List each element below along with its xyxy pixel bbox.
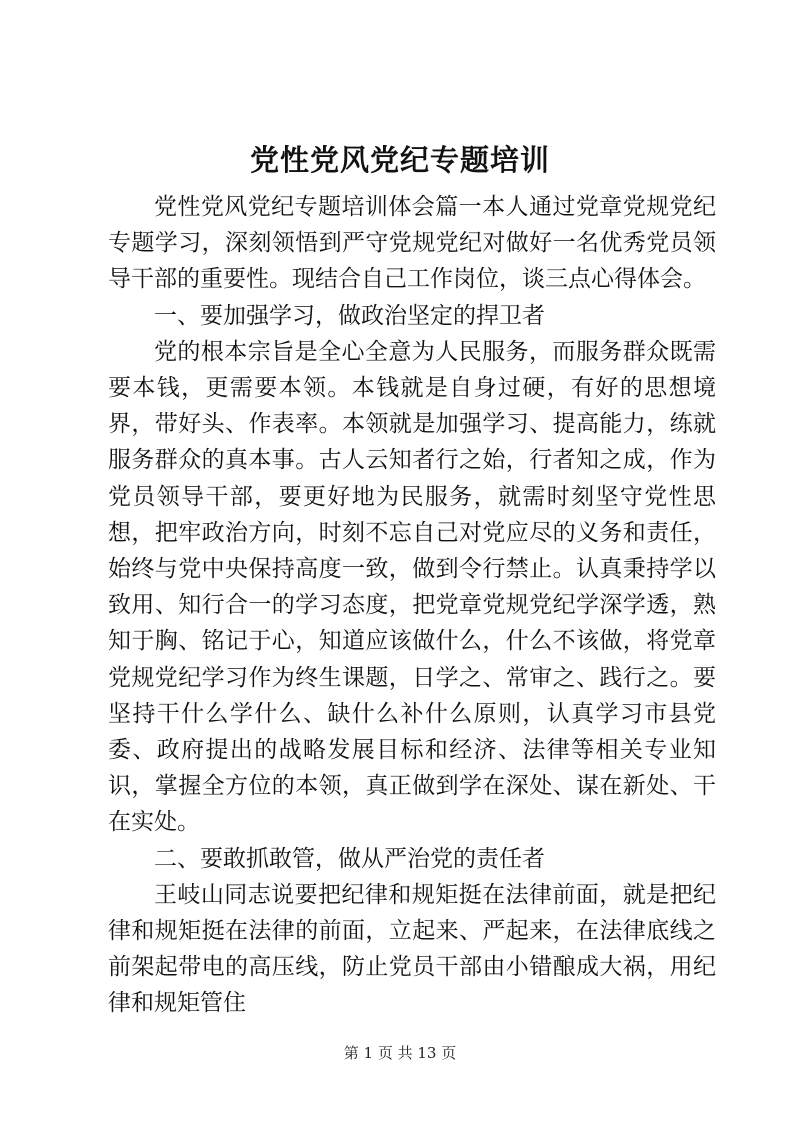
paragraph-section-1: 党的根本宗旨是全心全意为人民服务，而服务群众既需要本钱，更需要本领。本钱就是自身过硬，有好的思想境界，带好头、作表率。本领就是加强学习、提高能力，练就服务群众的真本事。古人云知者行之始，行者知之成，作为党员领导干部，要更好地为民服务，就需时刻坚守党性思想，把牢政治方向，时刻不忘自己对党应尽的义务和责任，始终与党中央保持高度一致，做到令行禁止。认真秉持学以致用、知行合一的学习态度，把党章党规党纪学深学透，熟知于胸、铭记于心，知道应该做什么，什么不该做，将党章党规党纪学习作为终生课题，日学之、常审之、践行之。要坚持干什么学什么、缺什么补什么原则，认真学习市县党委、政府提出的战略发展目标和经济、法律等相关专业知识，掌握全方位的本领，真正做到学在深处、谋在新处、干在实处。: [108, 338, 716, 836]
section-heading-2: 二、要敢抓敢管，做从严治党的责任者: [154, 845, 545, 872]
document-title: 党性党风党纪专题培训: [249, 143, 550, 177]
section-heading-1: 一、要加强学习，做政治坚定的捍卫者: [154, 302, 545, 329]
page-number-footer: 第 1 页 共 13 页: [343, 1044, 457, 1062]
paragraph-intro: 党性党风党纪专题培训体会篇一本人通过党章党规党纪专题学习，深刻领悟到严守党规党纪对做好一名优秀党员领导干部的重要性。现结合自己工作岗位，谈三点心得体会。: [108, 194, 716, 293]
paragraph-section-2: 王岐山同志说要把纪律和规矩挺在法律前面，就是把纪律和规矩挺在法律的前面，立起来、严起来，在法律底线之前架起带电的高压线，防止党员干部由小错酿成大祸，用纪律和规矩管住: [108, 881, 716, 1017]
document-body: [108, 189, 716, 1022]
